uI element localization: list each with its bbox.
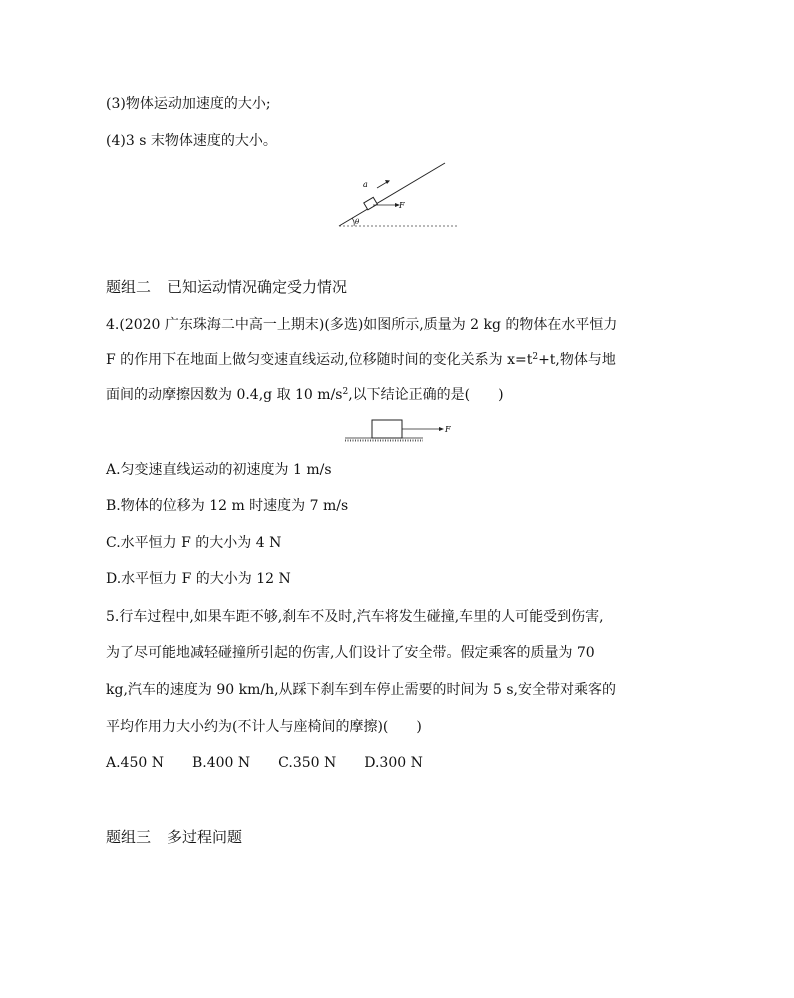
q4-line3-sup: 2: [342, 387, 349, 397]
incline-line: [339, 163, 445, 226]
label-F: F: [399, 201, 405, 210]
q4-line3-text: 面间的动摩擦因数为 0.4,g 取 10 m/s: [106, 387, 343, 403]
q5-line3: kg,汽车的速度为 90 km/h,从踩下刹车到车停止需要的时间为 5 s,安全带对乘客的: [106, 682, 616, 698]
q5-option-a: A.450 N: [106, 755, 164, 771]
q4-line2-text-end: +t,物体与地: [538, 352, 616, 368]
q4-option-c: C.水平恒力 F 的大小为 4 N: [106, 535, 282, 551]
group3-heading: [106, 828, 242, 846]
q5-option-b: B.400 N: [191, 755, 251, 771]
q4-line2-sup: 2: [532, 352, 539, 362]
label-F: F: [445, 425, 451, 434]
incline-figure: [335, 160, 465, 232]
label-a: a: [363, 180, 368, 189]
acceleration-arrow: [377, 182, 387, 188]
q4-option-a: A.匀变速直线运动的初速度为 1 m/s: [106, 462, 332, 478]
q4-line2-text: F 的作用下在地面上做匀变速直线运动,位移随时间的变化关系为 x=t: [106, 352, 533, 368]
group2-title: 题组二: [106, 278, 152, 296]
q3-part4: (4)3 s 末物体速度的大小。: [106, 133, 277, 149]
q5-line2: 为了尽可能地减轻碰撞所引起的伤害,人们设计了安全带。假定乘客的质量为 70: [106, 645, 595, 661]
block-ground-figure: [345, 418, 455, 442]
q4-option-b: B.物体的位移为 12 m 时速度为 7 m/s: [106, 498, 349, 514]
angle-arc: [352, 218, 354, 226]
q5-line1: 5.行车过程中,如果车距不够,刹车不及时,汽车将发生碰撞,车里的人可能受到伤害,: [106, 609, 604, 625]
q5-option-d: D.300 N: [364, 755, 423, 771]
block: [372, 420, 402, 438]
block: [364, 197, 378, 209]
q4-option-d: D.水平恒力 F 的大小为 12 N: [106, 571, 291, 587]
q5-option-c: C.350 N: [278, 755, 337, 771]
q5-line4: 平均作用力大小约为(不计人与座椅间的摩擦)( ): [106, 719, 422, 735]
q5-options: [106, 754, 451, 772]
acceleration-arrow-head: [385, 180, 390, 184]
q4-line3-text-end: ,以下结论正确的是( ): [348, 387, 504, 403]
label-theta: θ: [355, 218, 360, 226]
group3-subtitle: 多过程问题: [167, 828, 243, 846]
group2-heading: [106, 278, 347, 296]
group2-subtitle: 已知运动情况确定受力情况: [167, 278, 348, 296]
q4-line2: [106, 351, 616, 369]
group3-title: 题组三: [106, 828, 152, 846]
q4-line1: 4.(2020 广东珠海二中高一上期末)(多选)如图所示,质量为 2 kg 的物体在水平恒力: [106, 317, 618, 333]
force-arrow-head: [439, 427, 444, 431]
q4-line3: [106, 386, 504, 404]
q3-part3: (3)物体运动加速度的大小;: [106, 96, 271, 112]
